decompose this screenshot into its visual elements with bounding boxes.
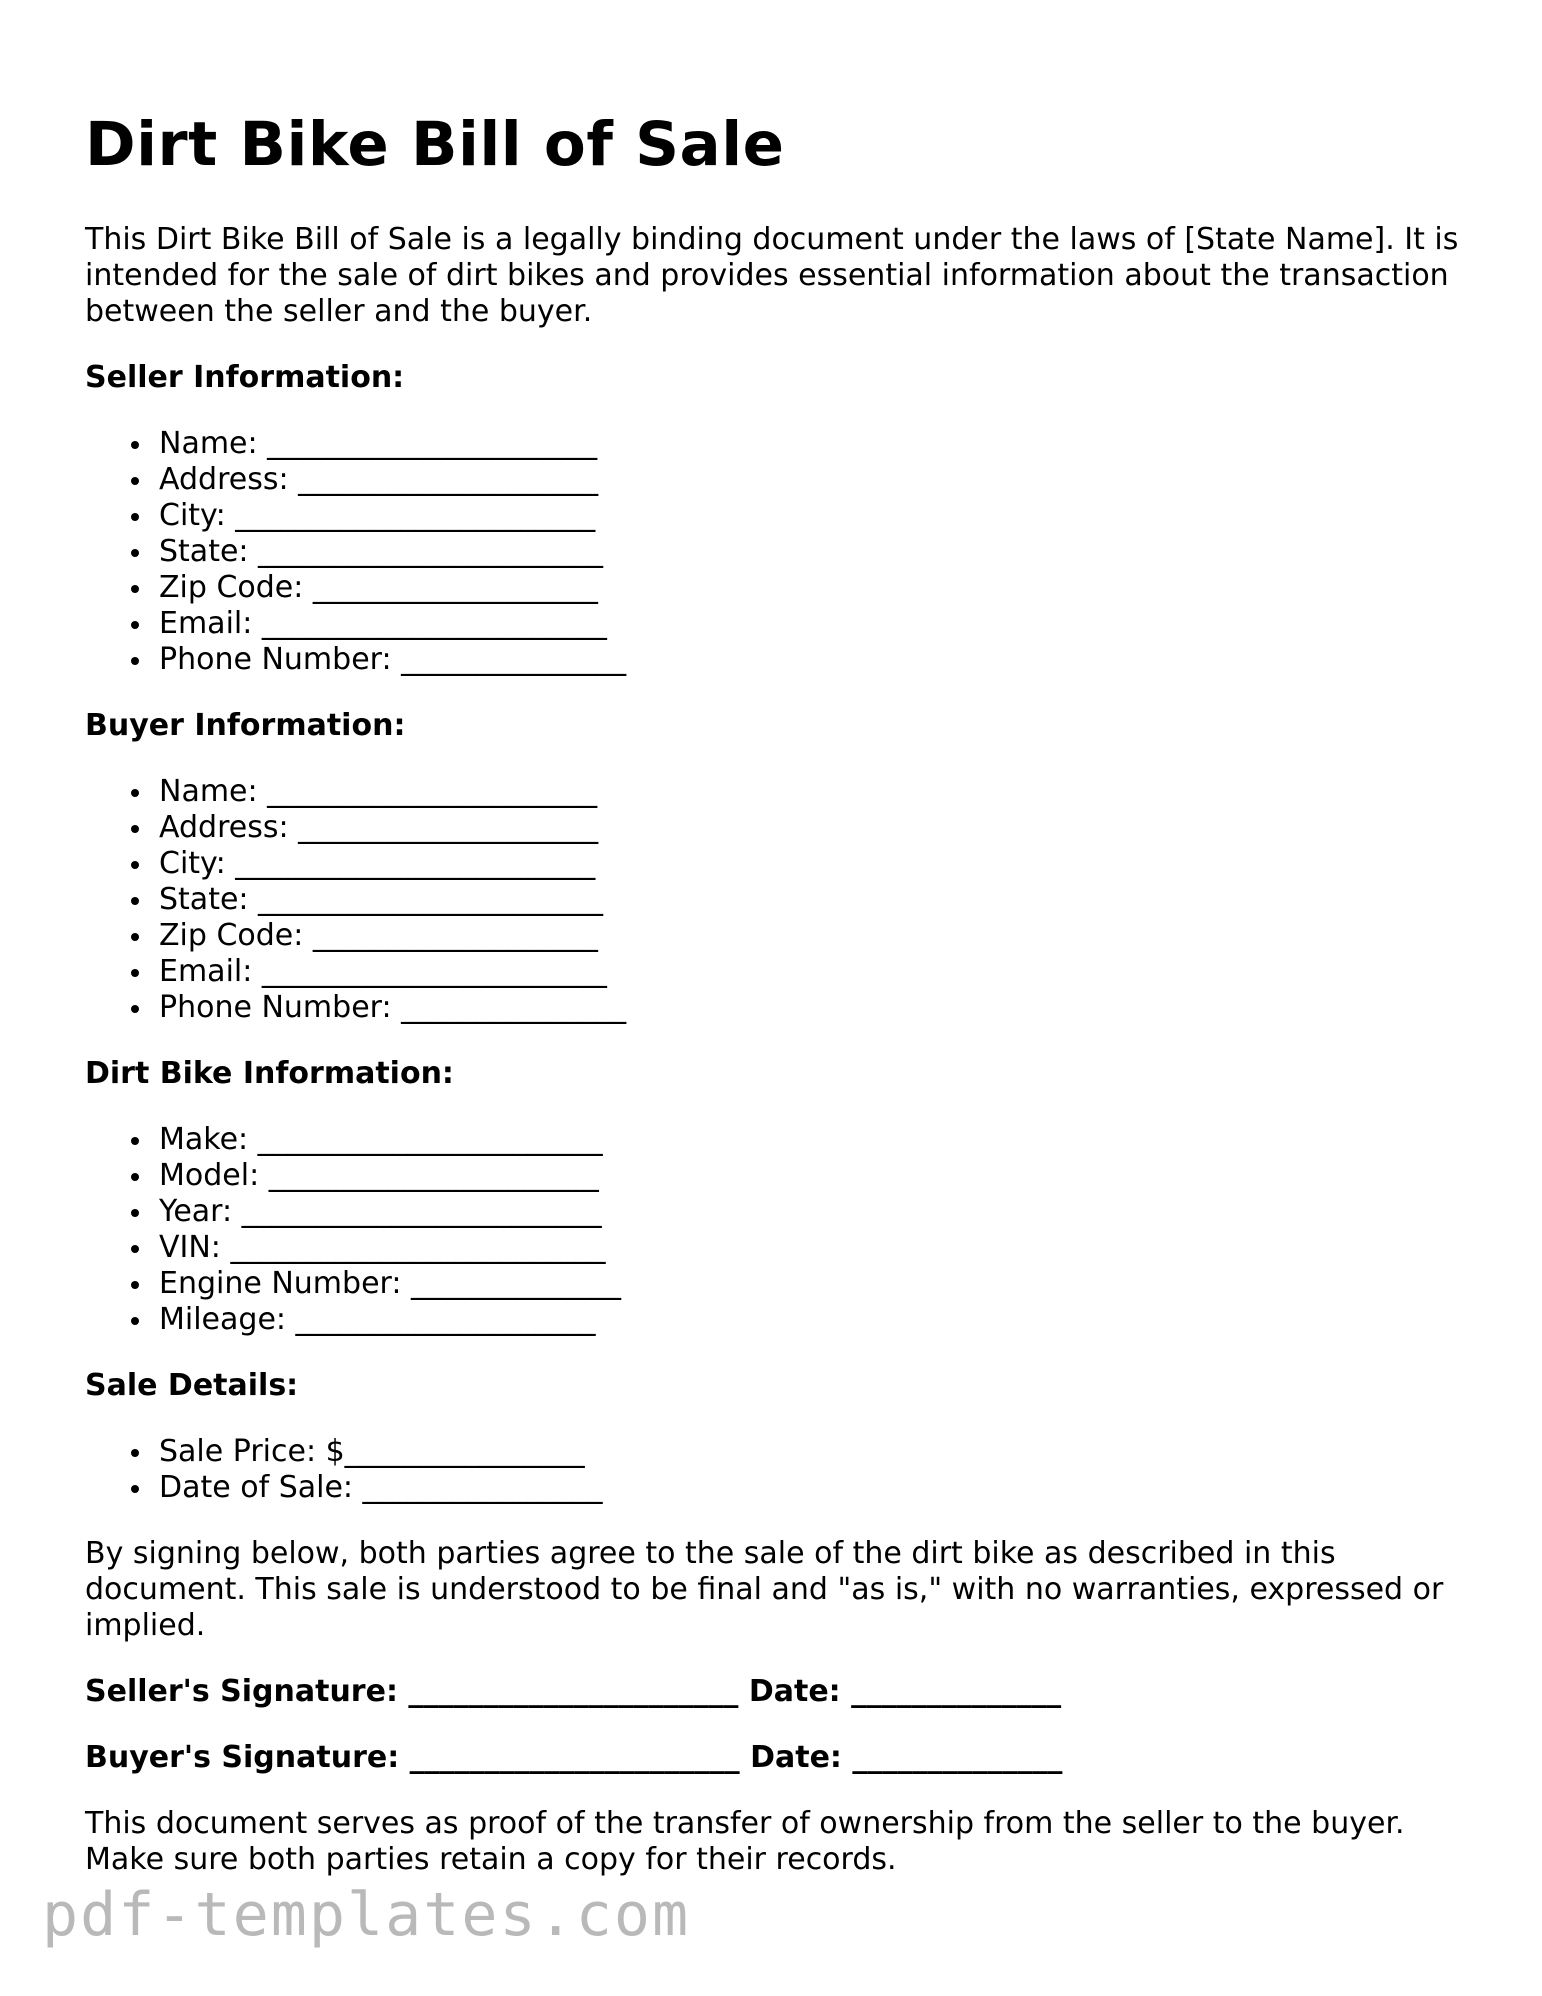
bike-section-heading: Dirt Bike Information: — [85, 1056, 454, 1091]
buyer-phone-field: Phone Number: _______________ — [159, 990, 1465, 1026]
buyer-state-field: State: _______________________ — [159, 882, 1465, 918]
buyer-fields-list — [85, 774, 1465, 1026]
bike-engine-number-field: Engine Number: ______________ — [159, 1266, 1465, 1302]
sale-price-field: Sale Price: $________________ — [159, 1434, 1465, 1470]
seller-phone-field: Phone Number: _______________ — [159, 642, 1465, 678]
seller-name-field: Name: ______________________ — [159, 426, 1465, 462]
bike-make-field: Make: _______________________ — [159, 1122, 1465, 1158]
bike-year-field: Year: ________________________ — [159, 1194, 1465, 1230]
bike-vin-field: VIN: _________________________ — [159, 1230, 1465, 1266]
sale-fields-list — [85, 1434, 1465, 1506]
buyer-signature-line: Buyer's Signature: ______________________ Date: ______________ — [85, 1740, 1063, 1775]
buyer-name-field: Name: ______________________ — [159, 774, 1465, 810]
seller-address-field: Address: ____________________ — [159, 462, 1465, 498]
seller-state-field: State: _______________________ — [159, 534, 1465, 570]
seller-email-field: Email: _______________________ — [159, 606, 1465, 642]
seller-fields-list — [85, 426, 1465, 678]
seller-section-heading: Seller Information: — [85, 360, 405, 395]
bike-fields-list — [85, 1122, 1465, 1338]
buyer-address-field: Address: ____________________ — [159, 810, 1465, 846]
intro-paragraph: This Dirt Bike Bill of Sale is a legally binding document under the laws of [State Name]. It is intended for the sale of dirt bikes and provides essential information about the transaction between the seller and the buyer. — [85, 222, 1459, 329]
buyer-section-heading: Buyer Information: — [85, 708, 406, 743]
watermark-text: pdf-templates.com — [42, 1880, 691, 1950]
sale-date-field: Date of Sale: ________________ — [159, 1470, 1465, 1506]
document-page — [85, 108, 1465, 1878]
buyer-email-field: Email: _______________________ — [159, 954, 1465, 990]
buyer-city-field: City: ________________________ — [159, 846, 1465, 882]
seller-signature-line: Seller's Signature: ______________________ Date: ______________ — [85, 1674, 1062, 1709]
sale-section-heading: Sale Details: — [85, 1368, 299, 1403]
buyer-zip-field: Zip Code: ___________________ — [159, 918, 1465, 954]
seller-city-field: City: ________________________ — [159, 498, 1465, 534]
seller-zip-field: Zip Code: ___________________ — [159, 570, 1465, 606]
agreement-paragraph: By signing below, both parties agree to the sale of the dirt bike as described in this document. This sale is understood to be final and "as is," with no warranties, expressed or implied. — [85, 1536, 1444, 1643]
closing-paragraph: This document serves as proof of the transfer of ownership from the seller to the buyer. Make sure both parties retain a copy for their records. — [85, 1806, 1405, 1877]
document-title: Dirt Bike Bill of Sale — [85, 109, 785, 180]
bike-mileage-field: Mileage: ____________________ — [159, 1302, 1465, 1338]
bike-model-field: Model: ______________________ — [159, 1158, 1465, 1194]
